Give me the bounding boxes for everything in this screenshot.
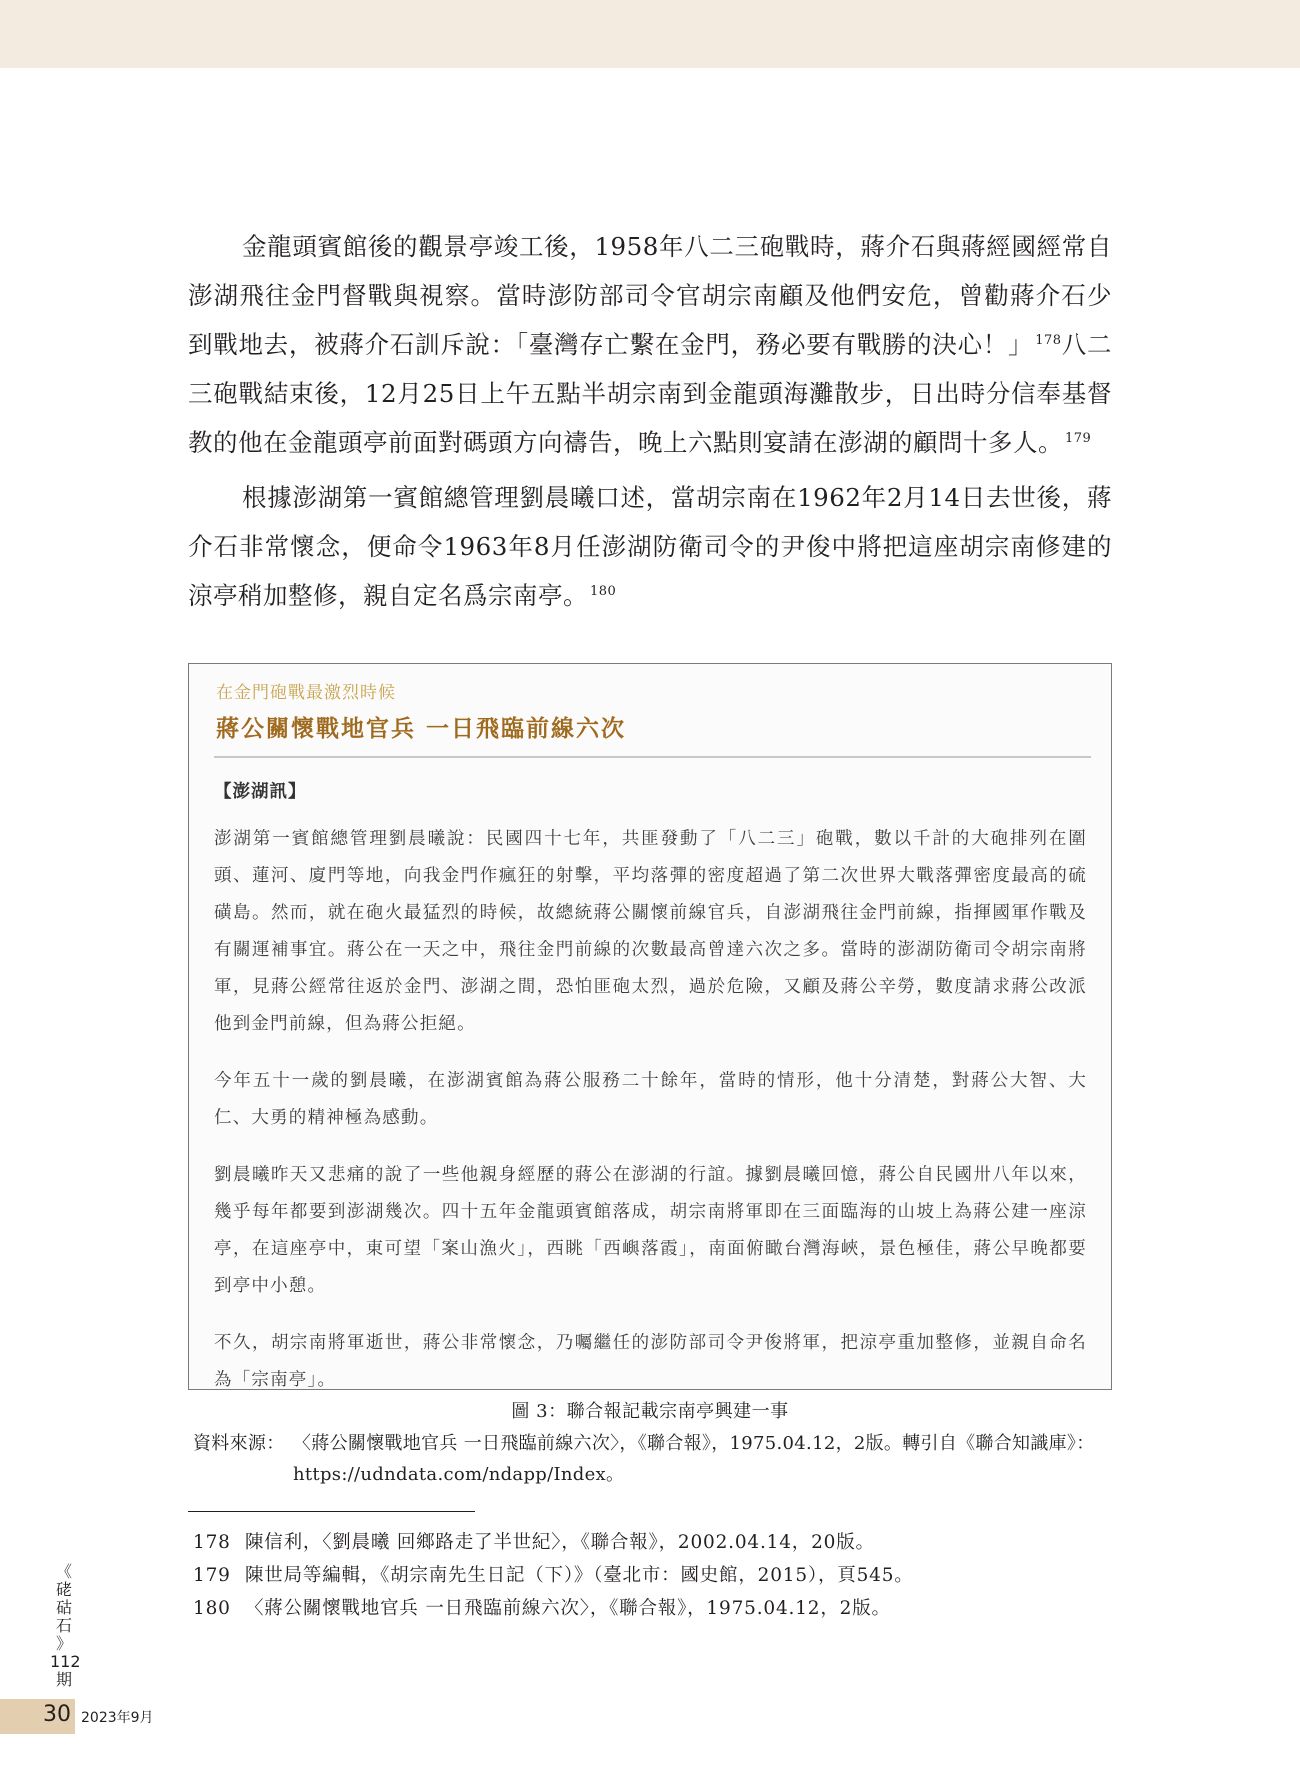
clipping-paragraph: 澎湖第一賓館總管理劉晨曦說：民國四十七年，共匪發動了「八二三」砲戰，數以千計的大砲排列在圍頭、蓮河、廈門等地，向我金門作瘋狂的射擊，平均落彈的密度超過了第二次世界大戰落彈密度最高的硫磺島。然而，就在砲火最猛烈的時候，故總統蔣公關懷前線官兵，自澎湖飛往金門前線，指揮國軍作戰及有關運補事宜。蔣公在一天之中，飛往金門前線的次數最高曾達六次之多。當時的澎湖防衛司令胡宗南將軍，見蔣公經常往返於金門、澎湖之間，恐怕匪砲太烈，過於危險，又顧及蔣公辛勞，數度請求蔣公改派他到金門前線，但為蔣公拒絕。 <box>214 829 1087 1034</box>
footnote-number: 179 <box>193 1565 231 1586</box>
clipping-divider <box>214 756 1091 758</box>
footnote-179 <box>193 1559 1113 1592</box>
journal-char: 期 <box>55 1670 72 1689</box>
paragraph-1-continued: 八二三砲戰結束後，12月25日上午五點半胡宗南到金龍頭海灘散步，日出時分信奉基督教的他在金龍頭亭前面對碼頭方向禱告，晚上六點則宴請在澎湖的顧問十多人。 <box>188 330 1113 457</box>
journal-char: 《 <box>55 1562 72 1581</box>
header-band <box>0 0 1300 68</box>
footnote-text: 陳世局等編輯，《胡宗南先生日記（下）》（臺北市：國史館，2015），頁545。 <box>245 1565 914 1586</box>
clipping-dateline: 【澎湖訊】 <box>214 782 307 802</box>
source-text: 〈蔣公關懷戰地官兵 一日飛臨前線六次〉，《聯合報》，1975.04.12，2版。轉引自《聯合知識庫》：https://udndata.com/ndapp/Index。 <box>293 1433 1095 1485</box>
journal-char: 》 <box>55 1634 72 1653</box>
footnote-180 <box>193 1592 1113 1625</box>
footnote-text: 陳信利，〈劉晨曦 回鄉路走了半世紀〉，《聯合報》，2002.04.14，20版。 <box>245 1532 875 1553</box>
paragraph-1-text: 金龍頭賓館後的觀景亭竣工後，1958年八二三砲戰時，蔣介石與蔣經國經常自澎湖飛往金門督戰與視察。當時澎防部司令官胡宗南顧及他們安危，曾勸蔣介石少到戰地去，被蔣介石訓斥說：「臺灣存亡繫在金門，務必要有戰勝的決心！」 <box>188 232 1112 359</box>
clipping-kicker: 在金門砲戰最激烈時候 <box>216 683 396 703</box>
paragraph-2 <box>188 473 1112 620</box>
figure-source <box>193 1428 1113 1490</box>
issue-date: 2023年9月 <box>81 1710 154 1726</box>
paragraph-2-text: 根據澎湖第一賓館總管理劉晨曦口述，當胡宗南在1962年2月14日去世後，蔣介石非常懷念，便命令1963年8月任澎湖防衛司令的尹俊中將把這座胡宗南修建的涼亭稍加整修，親自定名爲宗南亭。 <box>188 483 1112 610</box>
footnote-ref-179[interactable]: 179 <box>1065 430 1092 446</box>
footnote-divider <box>188 1511 475 1512</box>
footnote-178 <box>193 1526 1113 1559</box>
footnote-number: 178 <box>193 1532 231 1553</box>
newspaper-clipping <box>188 663 1112 1390</box>
journal-char: 石 <box>55 1616 72 1635</box>
journal-issue: 112 <box>50 1652 81 1671</box>
footnotes <box>193 1526 1113 1625</box>
figure-caption: 圖 3：聯合報記載宗南亭興建一事 <box>511 1401 789 1422</box>
body-text <box>188 222 1112 626</box>
clipping-paragraph: 不久，胡宗南將軍逝世，蔣公非常懷念，乃囑繼任的澎防部司令尹俊將軍，把涼亭重加整修，並親自命名為「宗南亭」。 <box>214 1333 1087 1390</box>
source-label: 資料來源： <box>193 1433 285 1454</box>
journal-title-vertical <box>50 1562 81 1689</box>
footnote-ref-178[interactable]: 178 <box>1035 332 1062 348</box>
paragraph-1 <box>188 222 1112 467</box>
journal-char: 硓 <box>55 1580 72 1599</box>
page-number: 30 <box>43 1702 71 1727</box>
clipping-paragraph: 劉晨曦昨天又悲痛的說了一些他親身經歷的蔣公在澎湖的行誼。據劉晨曦回憶，蔣公自民國卅八年以來，幾乎每年都要到澎湖幾次。四十五年金龍頭賓館落成，胡宗南將軍即在三面臨海的山坡上為蔣公建一座涼亭，在這座亭中，東可望「案山漁火」，西眺「西嶼落霞」，南面俯瞰台灣海峽，景色極佳，蔣公早晚都要到亭中小憩。 <box>214 1165 1087 1296</box>
clipping-headline: 蔣公關懷戰地官兵 一日飛臨前線六次 <box>216 716 627 742</box>
footnote-text: 〈蔣公關懷戰地官兵 一日飛臨前線六次〉，《聯合報》，1975.04.12，2版。 <box>245 1598 891 1619</box>
clipping-paragraph: 今年五十一歲的劉晨曦，在澎湖賓館為蔣公服務二十餘年，當時的情形，他十分清楚，對蔣公大智、大仁、大勇的精神極為感動。 <box>214 1071 1087 1128</box>
journal-char: 𥑮 <box>55 1598 72 1617</box>
footnote-number: 180 <box>193 1598 231 1619</box>
footnote-ref-180[interactable]: 180 <box>590 583 617 599</box>
